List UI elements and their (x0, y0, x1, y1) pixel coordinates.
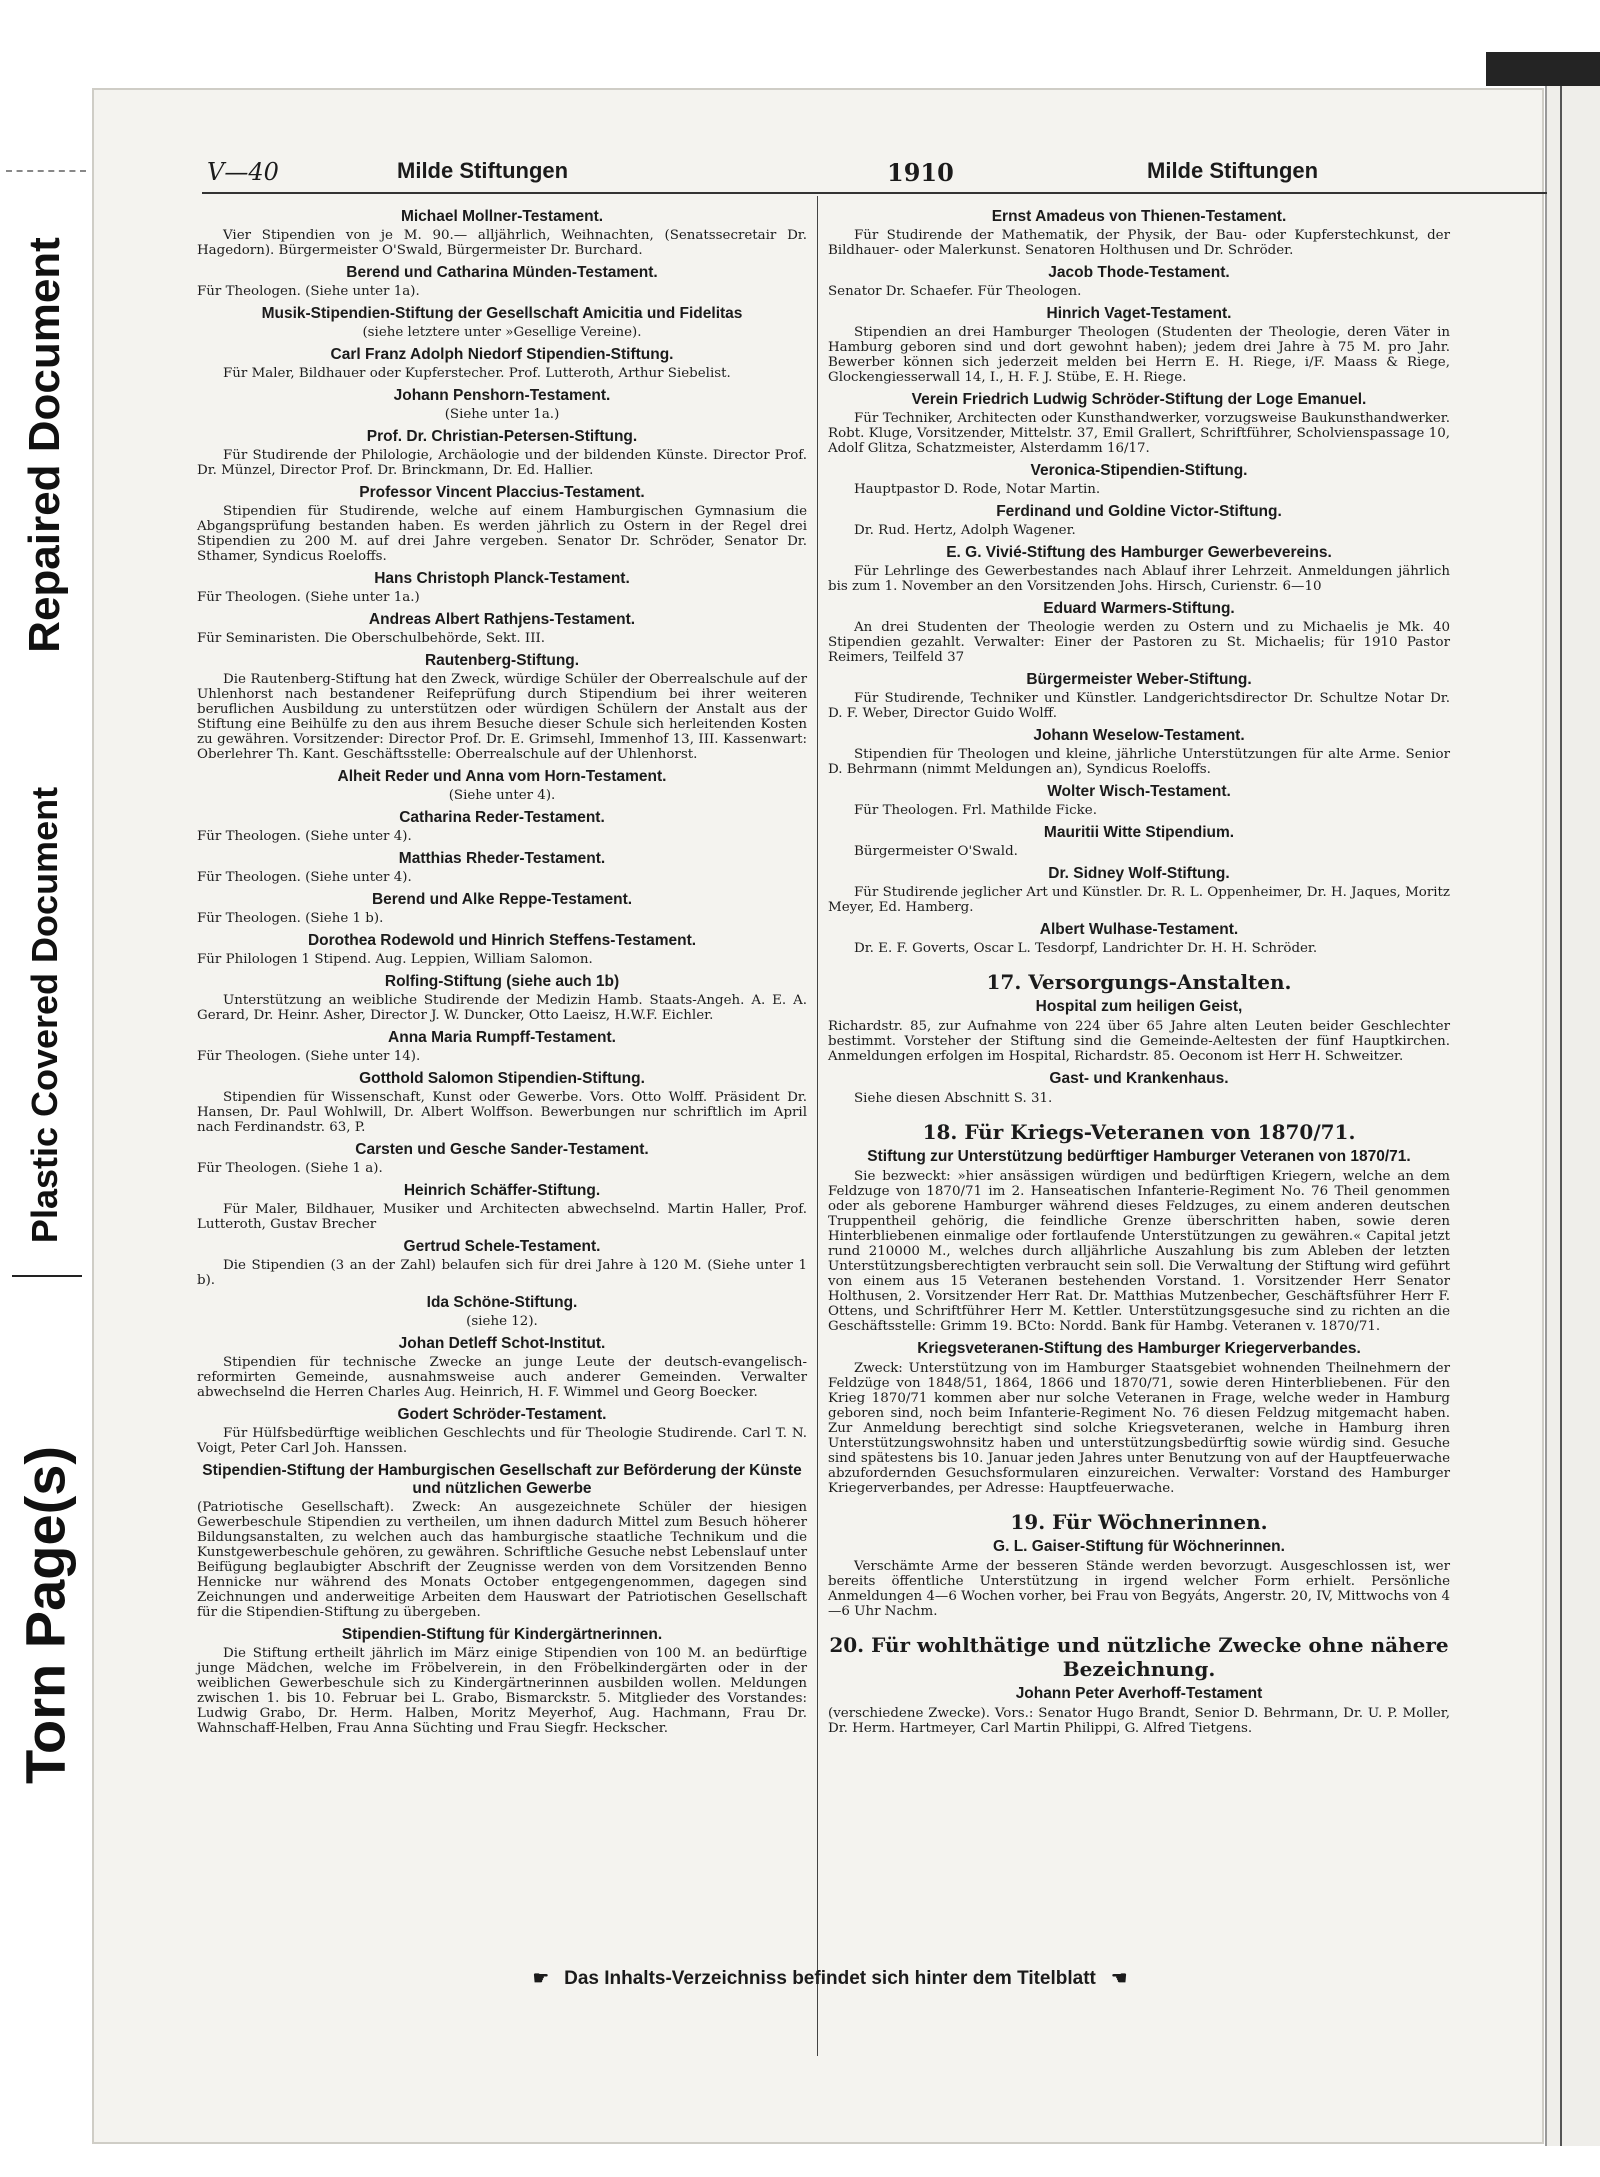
entry-title: Wolter Wisch-Testament. (1047, 783, 1231, 800)
entry-body: Die Stipendien (3 an der Zahl) belaufen sich für drei Jahre à 120 M. (Siehe unter 1 b). (197, 1258, 807, 1288)
entry (828, 1070, 1450, 1106)
entry (197, 1070, 807, 1135)
entry (828, 462, 1450, 497)
entry-title: Gertrud Schele-Testament. (403, 1238, 601, 1255)
label-plastic-covered-document: Plastic Covered Document (24, 786, 65, 1244)
section-20-heading: 20. Für wohlthätige und nützliche Zwecke ohne nähere Bezeichnung. (829, 1633, 1449, 1681)
entry-body: Vier Stipendien von je M. 90.— alljährlich, Weihnachten, (Senatssecretair Dr. Hagedorn). Bürgermeister O'Swald, Bürgermeister Dr. Burchard. (197, 228, 807, 258)
entry-title: Gotthold Salomon Stipendien-Stiftung. (359, 1070, 645, 1087)
entry (197, 611, 807, 646)
entry (197, 809, 807, 844)
entry-body: Sie bezweckt: »hier ansässigen würdigen und bedürftigen Kriegern, welche an dem Feldzuge von 1870/71 im 2. Hanseatischen Infanterie-Regiment No. 76 Theil genommen oder als geborene Hamburger während dieses Feldzuges, zu einem anderen deutschen Truppentheil gehörig, die feindliche Grenze überschritten haben, sowie deren Hinterbliebenen einmalige oder fortlaufende Unterstützungen zu gewähren.« Capital jetzt rund 210000 M., welches durch alljährliche Auszahlung bis zum Ableben der letzten Unterstützungsberechtigten verbraucht sein soll. Die Verwaltung der Stiftung wird geführt von einem aus 15 Veteranen bestehenden Vorstand. 1. Vorsitzender Herr Senator Holthusen, 2. Vorsitzender Herr Rat. Dr. Matthias Mutzenbecher, Geschäftsführer Herr F. Ottens, und Schriftführer Herr M. Kettler. Unterstützungsgesuche sind zu richten an die Geschäftsstelle: Grimm 19. BCto: Nordd. Bank für Hambg. Veteranen v. 1870/71. (828, 1169, 1450, 1334)
entry-body: Die Rautenberg-Stiftung hat den Zweck, würdige Schüler der Oberrealschule auf der Uhlenhorst nach bestandener Reifeprüfung durch Stipendium bei ihrer weiteren beruflichen Ausbildung zu unterstützen oder würdigen Schülern der Anstalt aus der Stiftung eine Beihülfe zu den aus ihrem Besuche dieser Schule sich herleitenden Kosten zu gewähren. Vorsitzender: Director Prof. Dr. E. Grimsehl, Immenhof 13, III. Kassenwart: Oberlehrer Th. Kant. Geschäftsstelle: Oberrealschule auf der Uhlenhorst. (197, 672, 807, 762)
entry-title: Hans Christoph Planck-Testament. (374, 570, 630, 587)
entry-body: Für Theologen. (Siehe unter 14). (197, 1049, 421, 1064)
entry (197, 346, 807, 381)
entry-body: Siehe diesen Abschnitt S. 31. (854, 1091, 1053, 1106)
side-label-strip (0, 0, 90, 2177)
entry (828, 1148, 1450, 1334)
entry-body: (siehe letztere unter »Gesellige Vereine). (362, 325, 642, 340)
entry-title: Stipendien-Stiftung für Kindergärtnerinnen. (341, 1626, 663, 1643)
entry-body: Für Studirende jeglicher Art und Künstler. Dr. R. L. Oppenheimer, Dr. H. Jaques, Moritz Meyer, Ed. Hamberg. (828, 885, 1450, 915)
entry-title: Johann Penshorn-Testament. (393, 387, 611, 404)
entry-body: Stipendien für technische Zwecke an junge Leute der deutsch-evangelisch-reformirten Gemeinde, ausnahmsweise auch anderer Gemeinden. Verwalter abwechselnd die Herren Charles Aug. Heinrich, H. F. Wimmel und Georg Boecker. (197, 1355, 807, 1400)
entry (828, 921, 1450, 956)
entry-body: Für Seminaristen. Die Oberschulbehörde, Sekt. III. (197, 631, 546, 646)
entry (197, 1238, 807, 1288)
entry-body: Dr. E. F. Goverts, Oscar L. Tesdorpf, Landrichter Dr. H. H. Schröder. (854, 941, 1318, 956)
page-edge-line (1560, 86, 1562, 2146)
header-year: 1910 (887, 158, 954, 187)
entry-title: Bürgermeister Weber-Stiftung. (1026, 671, 1252, 688)
entry-title: Prof. Dr. Christian-Petersen-Stiftung. (366, 428, 638, 445)
entry (828, 600, 1450, 665)
entry-body: (Siehe unter 1a.) (444, 407, 560, 422)
entry-title: Alheit Reder und Anna vom Horn-Testament. (337, 768, 667, 785)
entry (197, 973, 807, 1023)
entry-title: Eduard Warmers-Stiftung. (1043, 600, 1235, 617)
entry-body: Für Theologen. (Siehe 1 a). (197, 1161, 383, 1176)
entry (197, 484, 807, 564)
entry-title: Gast- und Krankenhaus. (1049, 1070, 1229, 1087)
entry-title: Albert Wulhase-Testament. (1039, 921, 1239, 938)
entry-title: Veronica-Stipendien-Stiftung. (1030, 462, 1248, 479)
entry (828, 208, 1450, 258)
section-19-heading: 19. Für Wöchnerinnen. (1010, 1510, 1268, 1534)
entry-title: Hospital zum heiligen Geist, (1035, 998, 1243, 1015)
entry-body: Für Studirende der Mathematik, der Physik, der Bau- oder Kupferstechkunst, der Bildhauer- oder Malerkunst. Senatoren Holthusen und Dr. Schröder. (828, 228, 1450, 258)
entry-title: Catharina Reder-Testament. (399, 809, 605, 826)
document-page (92, 88, 1544, 2144)
entry (828, 824, 1450, 859)
entry (828, 1538, 1450, 1619)
entry-title: Rautenberg-Stiftung. (424, 652, 580, 669)
header-left-title: Milde Stiftungen (397, 158, 569, 183)
entry-title: Hinrich Vaget-Testament. (1046, 305, 1232, 322)
entry-title: Rolfing-Stiftung (siehe auch 1b) (384, 973, 620, 990)
entry (828, 503, 1450, 538)
header-right-title: Milde Stiftungen (1147, 158, 1319, 183)
entry-body: An drei Studenten der Theologie werden zu Ostern und zu Michaelis je Mk. 40 Stipendien gezahlt. Verwalter: Einer der Pastoren zu St. Michaelis; für 1910 Pastor Reimers, Teilfeld 37 (828, 620, 1450, 665)
entry (197, 652, 807, 762)
entry-title: Dr. Sidney Wolf-Stiftung. (1048, 865, 1230, 882)
entry (828, 783, 1450, 818)
entry (197, 208, 807, 258)
left-column (197, 208, 807, 1742)
entry (197, 850, 807, 885)
entry-title: Michael Mollner-Testament. (400, 208, 604, 225)
entry-body: Für Theologen. (Siehe unter 4). (197, 870, 412, 885)
entry-body: Für Techniker, Architecten oder Kunsthandwerker, vorzugsweise Baukunsthandwerker. Robt. Kluge, Vorsitzender, Mittelstr. 37, Emil Grallert, Schriftführer, Scholvienspassage 10, Adolf Glitza, Schatzmeister, Alsterdamm 16/17. (828, 411, 1450, 456)
entry-body: (Patriotische Gesellschaft). Zweck: An ausgezeichnete Schüler der hiesigen Gewerbeschule Stipendien zu vertheilen, um ihnen dadurch Mittel zum Besuch höherer Bildungsanstalten, zu welchen auch das hamburgische staatliche Technikum und die Kunstgewerbeschule gehören, zu gewähren. Schriftliche Gesuche nebst Lebenslauf unter Beifügung beglaubigter Abschrift der Zeugnisse werden von dem Vorsitzenden Benno Hennicke nur während des Monats October entgegengenommen, dagegen sind Zeichnungen und anderweitige Arbeiten dem Hauswart der Patriotischen Gesellschaft für die Stipendien-Stiftung zu übergeben. (197, 1500, 807, 1620)
entry (197, 891, 807, 926)
entry (197, 768, 807, 803)
entry-body: Für Theologen. (Siehe unter 1a). (197, 284, 420, 299)
entry-title: Mauritii Witte Stipendium. (1043, 824, 1235, 841)
entry-title: Carsten und Gesche Sander-Testament. (355, 1141, 649, 1158)
entry-title: Godert Schröder-Testament. (397, 1406, 607, 1423)
entry-body: Dr. Rud. Hertz, Adolph Wagener. (854, 523, 1076, 538)
entry-body: (siehe 12). (466, 1314, 538, 1329)
entry-body: Für Theologen. (Siehe 1 b). (197, 911, 384, 926)
entry-body: Für Philologen 1 Stipend. Aug. Leppien, William Salomon. (197, 952, 593, 967)
entry (197, 932, 807, 967)
entry-title: Matthias Rheder-Testament. (398, 850, 606, 867)
entry-title: Stipendien-Stiftung der Hamburgischen Gesellschaft zur Beförderung der Künste und nützlichen Gewerbe (202, 1462, 802, 1497)
entry (828, 1685, 1450, 1736)
entry-body: Für Studirende, Techniker und Künstler. Landgerichtsdirector Dr. Schultze Notar Dr. D. F. Weber, Director Guido Wolff. (828, 691, 1450, 721)
pointing-hand-right-icon: ☛ (532, 1968, 549, 1988)
entry-title: Stiftung zur Unterstützung bedürftiger Hamburger Veteranen von 1870/71. (867, 1148, 1411, 1165)
entry-title: Johann Peter Averhoff-Testament (1015, 1685, 1263, 1702)
entry (828, 264, 1450, 299)
entry-body: Richardstr. 85, zur Aufnahme von 224 über 65 Jahre alten Leuten beider Geschlechter bestimmt. Vorsteher der Stiftung sind die Gemeinde-Aeltesten der fünf Hauptkirchen. Anmeldungen erfolgen im Hospital, Richardstr. 85. Oeconom ist Herr H. Schweitzer. (828, 1019, 1450, 1064)
section-17-heading: 17. Versorgungs-Anstalten. (986, 970, 1292, 994)
entry (828, 391, 1450, 456)
entry (828, 671, 1450, 721)
entry-title: Ferdinand und Goldine Victor-Stiftung. (996, 503, 1282, 520)
entry-body: Für Maler, Bildhauer oder Kupferstecher. Prof. Lutteroth, Arthur Siebelist. (223, 366, 731, 381)
entry (197, 305, 807, 340)
entry-title: Dorothea Rodewold und Hinrich Steffens-Testament. (307, 932, 697, 949)
entry-body: Stipendien für Theologen und kleine, jährliche Unterstützungen für alte Arme. Senior D. Behrmann (nimmt Meldungen an), Syndicus Roeloffs. (828, 747, 1450, 777)
entry-title: Ernst Amadeus von Thienen-Testament. (991, 208, 1287, 225)
entry-title: Anna Maria Rumpff-Testament. (388, 1029, 616, 1046)
entry (197, 1406, 807, 1456)
entry-body: Die Stiftung ertheilt jährlich im März einige Stipendien von 100 M. an bedürftige junge Mädchen, welche im Fröbelverein, in den Fröbelkindergärten oder in der weiblichen Gewerbeschule sich zu Kindergärtnerinnen ausbilden wollen. Meldungen zwischen 1. bis 10. Februar bei L. Grabo, Bismarckstr. 5. Mitglieder des Vorstandes: Ludwig Grabo, Dr. Herm. Halben, Moritz Meyerhof, Aug. Hachmann, Frau Dr. Wahnschaff-Helben, Frau Anna Süchting und Frau Siegfr. Heckscher. (197, 1646, 807, 1736)
entry-title: Berend und Alke Reppe-Testament. (371, 891, 633, 908)
entry-body: Hauptpastor D. Rode, Notar Martin. (854, 482, 1101, 497)
entry (197, 387, 807, 422)
entry-title: Musik-Stipendien-Stiftung der Gesellschaft Amicitia und Fidelitas (261, 305, 743, 322)
entry (197, 1294, 807, 1329)
entry-title: Johan Detleff Schot-Institut. (398, 1335, 606, 1352)
section-18-heading: 18. Für Kriegs-Veteranen von 1870/71. (922, 1120, 1356, 1144)
entry (197, 570, 807, 605)
entry-body: Für Lehrlinge des Gewerbestandes nach Ablauf ihrer Lehrzeit. Anmeldungen jährlich bis zum 1. November an den Vorsitzenden Johs. Hirsch, Curienstr. 6—10 (828, 564, 1450, 594)
side-label-divider (12, 1275, 82, 1277)
entry (828, 727, 1450, 777)
entry-title: Heinrich Schäffer-Stiftung. (403, 1182, 601, 1199)
entry-title: Verein Friedrich Ludwig Schröder-Stiftung der Loge Emanuel. (911, 391, 1367, 408)
entry-body: Für Theologen. Frl. Mathilde Ficke. (854, 803, 1097, 818)
entry-title: Ida Schöne-Stiftung. (426, 1294, 578, 1311)
entry (197, 1335, 807, 1400)
entry (197, 264, 807, 299)
entry-title: Johann Weselow-Testament. (1033, 727, 1245, 744)
side-dash-divider (6, 170, 86, 172)
right-column (828, 208, 1450, 1742)
entry-body: Senator Dr. Schaefer. Für Theologen. (828, 284, 1082, 299)
label-torn-pages: Torn Page(s) (13, 1445, 77, 1785)
entry-title: Kriegsveteranen-Stiftung des Hamburger Kriegerverbandes. (917, 1340, 1361, 1357)
entry (828, 544, 1450, 594)
entry (828, 305, 1450, 385)
entry (828, 865, 1450, 915)
entry-title: Professor Vincent Placcius-Testament. (359, 484, 645, 501)
entry-body: Verschämte Arme der besseren Stände werden bevorzugt. Ausgeschlossen ist, wer bereits öffentliche Unterstützung in irgend welcher Form erhielt. Persönliche Anmeldungen 4—6 Wochen vorher, bei Frau von Begyáts, Angerstr. 20, IV, Mittwochs von 4—6 Uhr Nachm. (828, 1559, 1450, 1619)
entry-body: Zweck: Unterstützung von im Hamburger Staatsgebiet wohnenden Theilnehmern der Feldzüge von 1848/51, 1864, 1866 und 1870/71, sowie deren Hinterbliebenen. Für den Krieg 1870/71 kommen aber nur solche Veteranen in Frage, welche weder in Hamburg geboren sind, noch beim Infanterie-Regiment No. 76 diesen Feldzug mitgemacht haben. Zur Anmeldung berechtigt sind solche Kriegsveteranen, welche in Hamburg ihren Unterstützungswohnsitz haben und unterstützungsbedürftig sowie würdig sind. Gesuche sind spätestens bis 10. Januar jeden Jahres unter Benutzung von auf der Hauptfeuerwache abzufordernden Gesuchsformularen einzureichen. Verwalter: Vorstand des Hamburger Kriegerverbandes, per Adresse: Hauptfeuerwache. (828, 1361, 1450, 1496)
entry-title: Andreas Albert Rathjens-Testament. (368, 611, 636, 628)
entry-body: Für Hülfsbedürftige weiblichen Geschlechts und für Theologie Studirende. Carl T. N. Voigt, Peter Carl Joh. Hanssen. (197, 1426, 807, 1456)
footer-text: Das Inhalts-Verzeichniss befindet sich hinter dem Titelblatt (564, 1968, 1096, 1989)
entry-body: Für Theologen. (Siehe unter 4). (197, 829, 412, 844)
entry (197, 1029, 807, 1064)
entry-body: Für Studirende der Philologie, Archäologie und der bildenden Künste. Director Prof. Dr. Münzel, Director Prof. Dr. Brinckmann, Dr. Ed. Hallier. (197, 448, 807, 478)
entry-title: G. L. Gaiser-Stiftung für Wöchnerinnen. (993, 1538, 1285, 1555)
pointing-hand-left-icon: ☚ (1111, 1968, 1128, 1988)
entry-body: Bürgermeister O'Swald. (854, 844, 1018, 859)
label-repaired-document: Repaired Document (20, 237, 69, 653)
entry (197, 1141, 807, 1176)
entry (828, 1340, 1450, 1496)
entry-body: Stipendien für Studirende, welche auf einem Hamburgischen Gymnasium die Abgangsprüfung bestanden haben. Es werden jährlich zu Ostern in der Regel drei Stipendien zu 200 M. auf drei Jahre vergeben. Senator Dr. Schröder, Senator Dr. Sthamer, Syndicus Roeloffs. (197, 504, 807, 564)
entry (828, 998, 1450, 1064)
entry (197, 1182, 807, 1232)
scan-edge-block (1486, 52, 1600, 86)
entry-body: (verschiedene Zwecke). Vors.: Senator Hugo Brandt, Senior D. Behrmann, Dr. U. P. Moller, Dr. Herm. Hartmeyer, Carl Martin Philippi, G. Alfred Tietgens. (828, 1706, 1450, 1736)
entry (197, 1626, 807, 1736)
entry-title: Berend und Catharina Münden-Testament. (346, 264, 658, 281)
column-divider (817, 196, 818, 2056)
page-footer (430, 1968, 1230, 1990)
entry-body: Stipendien für Wissenschaft, Kunst oder Gewerbe. Vors. Otto Wolff. Präsident Dr. Hansen, Dr. Paul Wohlwill, Dr. Albert Wolffson. Bewerbungen nur schriftlich im April nach Ferdinandstr. 63, P. (197, 1090, 807, 1135)
entry-body: Für Maler, Bildhauer, Musiker und Architecten abwechselnd. Martin Haller, Prof. Lutteroth, Gustav Brecher (197, 1202, 807, 1232)
entry-title: E. G. Vivié-Stiftung des Hamburger Gewerbevereins. (946, 544, 1332, 561)
header-rule (202, 192, 1547, 194)
entry-body: Unterstützung an weibliche Studirende der Medizin Hamb. Staats-Angeh. A. E. A. Gerard, Dr. Heinr. Asher, Director J. W. Duncker, Otto Laeisz, H.W.F. Eichler. (197, 993, 807, 1023)
entry (197, 1462, 807, 1620)
entry-title: Jacob Thode-Testament. (1048, 264, 1230, 281)
entry-body: Stipendien an drei Hamburger Theologen (Studenten der Theologie, deren Väter in Hamburg geboren sind und dort gewohnt haben); jedem drei Jahre à 75 M. pro Jahr. Bewerber können sich jederzeit melden bei Herrn E. H. Riege, i/F. Maass & Riege, Glockengiesserwall 14, I., H. F. J. Stübe, E. H. Riege. (828, 325, 1450, 385)
entry-title: Carl Franz Adolph Niedorf Stipendien-Stiftung. (330, 346, 674, 363)
entry-body: Für Theologen. (Siehe unter 1a.) (197, 590, 420, 605)
entry (197, 428, 807, 478)
adjacent-page-edge (1545, 86, 1600, 2146)
entry-body: (Siehe unter 4). (448, 788, 556, 803)
page-number: V—40 (207, 158, 279, 186)
